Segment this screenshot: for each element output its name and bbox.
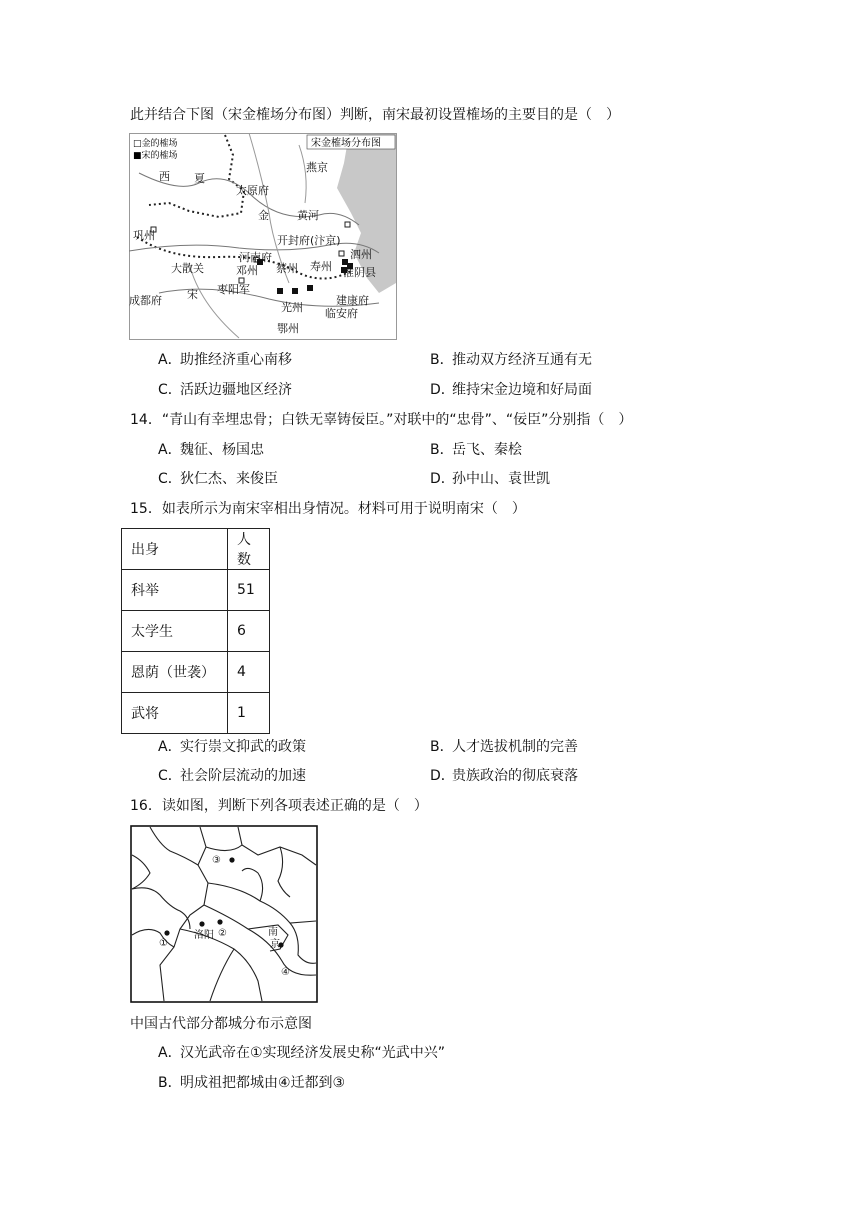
q15-stem: 15．如表所示为南宋宰相出身情况。材料可用于说明南宋（ ） (130, 501, 526, 517)
table-cell: 太学生 (122, 611, 228, 652)
q14-option-d[interactable]: D．孙中山、袁世凯 (430, 471, 550, 487)
q15-option-a[interactable]: A．实行崇文抑武的政策 (158, 739, 306, 755)
table-cell: 科举 (122, 570, 228, 611)
q14-option-c[interactable]: C．狄仁杰、来俊臣 (158, 471, 278, 487)
map-label-huanghe: 黄河 (297, 209, 319, 222)
map-title: 宋金榷场分布图 (311, 138, 381, 149)
q13-option-a[interactable]: A．助推经济重心南移 (158, 352, 292, 368)
table-cell: 51 (228, 570, 270, 611)
q14-option-a[interactable]: A．魏征、杨国忠 (158, 442, 264, 458)
table-row (122, 693, 270, 734)
map-label-jin: 金 (258, 209, 269, 222)
song-jin-market-map (129, 133, 397, 340)
q16-option-a[interactable]: A．汉光武帝在①实现经济发展史称“光武中兴” (158, 1045, 446, 1061)
map-label-zaoyang: 枣阳军 (217, 283, 250, 296)
map-label-dasanguan: 大散关 (171, 262, 204, 275)
map-label-guangzhou: 光州 (281, 301, 303, 314)
q15-option-d[interactable]: D．贵族政治的彻底衰落 (430, 768, 578, 784)
table-header-origin: 出身 (122, 529, 228, 570)
q13-option-c[interactable]: C．活跃边疆地区经济 (158, 382, 292, 398)
map-label-shouzhou: 寿州 (310, 260, 332, 273)
map-label-jiankang: 建康府 (336, 294, 369, 307)
table-row (122, 570, 270, 611)
map-label-sizhou: 泗州 (350, 248, 372, 261)
table-cell: 武将 (122, 693, 228, 734)
legend-jin-market: □金的榷场 (133, 139, 178, 149)
map-label-song: 宋 (187, 288, 198, 301)
map-label-caizhou: 蔡州 (276, 262, 298, 275)
map-label-ezhou: 鄂州 (277, 322, 299, 335)
map-label-linan: 临安府 (325, 307, 358, 320)
q13-stem: 此并结合下图（宋金榷场分布图）判断，南宋最初设置榷场的主要目的是（ ） (130, 107, 620, 123)
chancellor-origin-table (121, 528, 270, 734)
table-header-row (122, 529, 270, 570)
q15-option-b[interactable]: B．人才选拔机制的完善 (430, 739, 578, 755)
table-row (122, 611, 270, 652)
table-cell: 恩荫（世袭） (122, 652, 228, 693)
map-label-dengzhou: 邓州 (236, 264, 258, 277)
q16-stem: 16．读如图，判断下列各项表述正确的是（ ） (130, 798, 428, 814)
capital-2-label: ② (218, 928, 227, 939)
capital-4-label: ④ (281, 967, 290, 978)
capital-1-label: ① (159, 938, 168, 949)
map-label-taiyuan: 太原府 (236, 184, 269, 197)
nanjing-label-jing: 京 (270, 939, 280, 950)
q13-option-b[interactable]: B．推动双方经济互通有无 (430, 352, 592, 368)
table-cell: 6 (228, 611, 270, 652)
map-label-yanjing: 燕京 (306, 161, 328, 174)
map-label-huaiyin: 淮阴县 (343, 266, 376, 279)
luoyang-label: 洛阳 (194, 930, 214, 941)
q15-option-c[interactable]: C．社会阶层流动的加速 (158, 768, 306, 784)
legend-song-market: ■宋的榷场 (133, 151, 178, 161)
capital-3-label: ③ (212, 855, 221, 866)
nanjing-label-nan: 南 (268, 927, 278, 938)
map-label-gongzhou: 巩州 (133, 229, 155, 242)
q14-option-b[interactable]: B．岳飞、秦桧 (430, 442, 522, 458)
map-label-chengdu: 成都府 (129, 294, 162, 307)
map-label-xi: 西 (159, 170, 170, 183)
map-label-kaifeng: 开封府(汴京) (277, 234, 341, 247)
table-header-count: 人数 (228, 529, 270, 570)
table-cell: 4 (228, 652, 270, 693)
table-cell: 1 (228, 693, 270, 734)
q16-option-b[interactable]: B．明成祖把都城由④迁都到③ (158, 1075, 346, 1091)
map-label-henan: 河南府 (239, 251, 272, 264)
q13-option-d[interactable]: D．维持宋金边境和好局面 (430, 382, 592, 398)
map-label-xia: 夏 (194, 172, 205, 185)
ancient-capitals-map (130, 825, 318, 1003)
table-row (122, 652, 270, 693)
q14-stem: 14．“青山有幸埋忠骨；白铁无辜铸佞臣。”对联中的“忠骨”、“佞臣”分别指（ ） (130, 412, 633, 428)
q16-map-caption: 中国古代部分都城分布示意图 (130, 1016, 312, 1032)
